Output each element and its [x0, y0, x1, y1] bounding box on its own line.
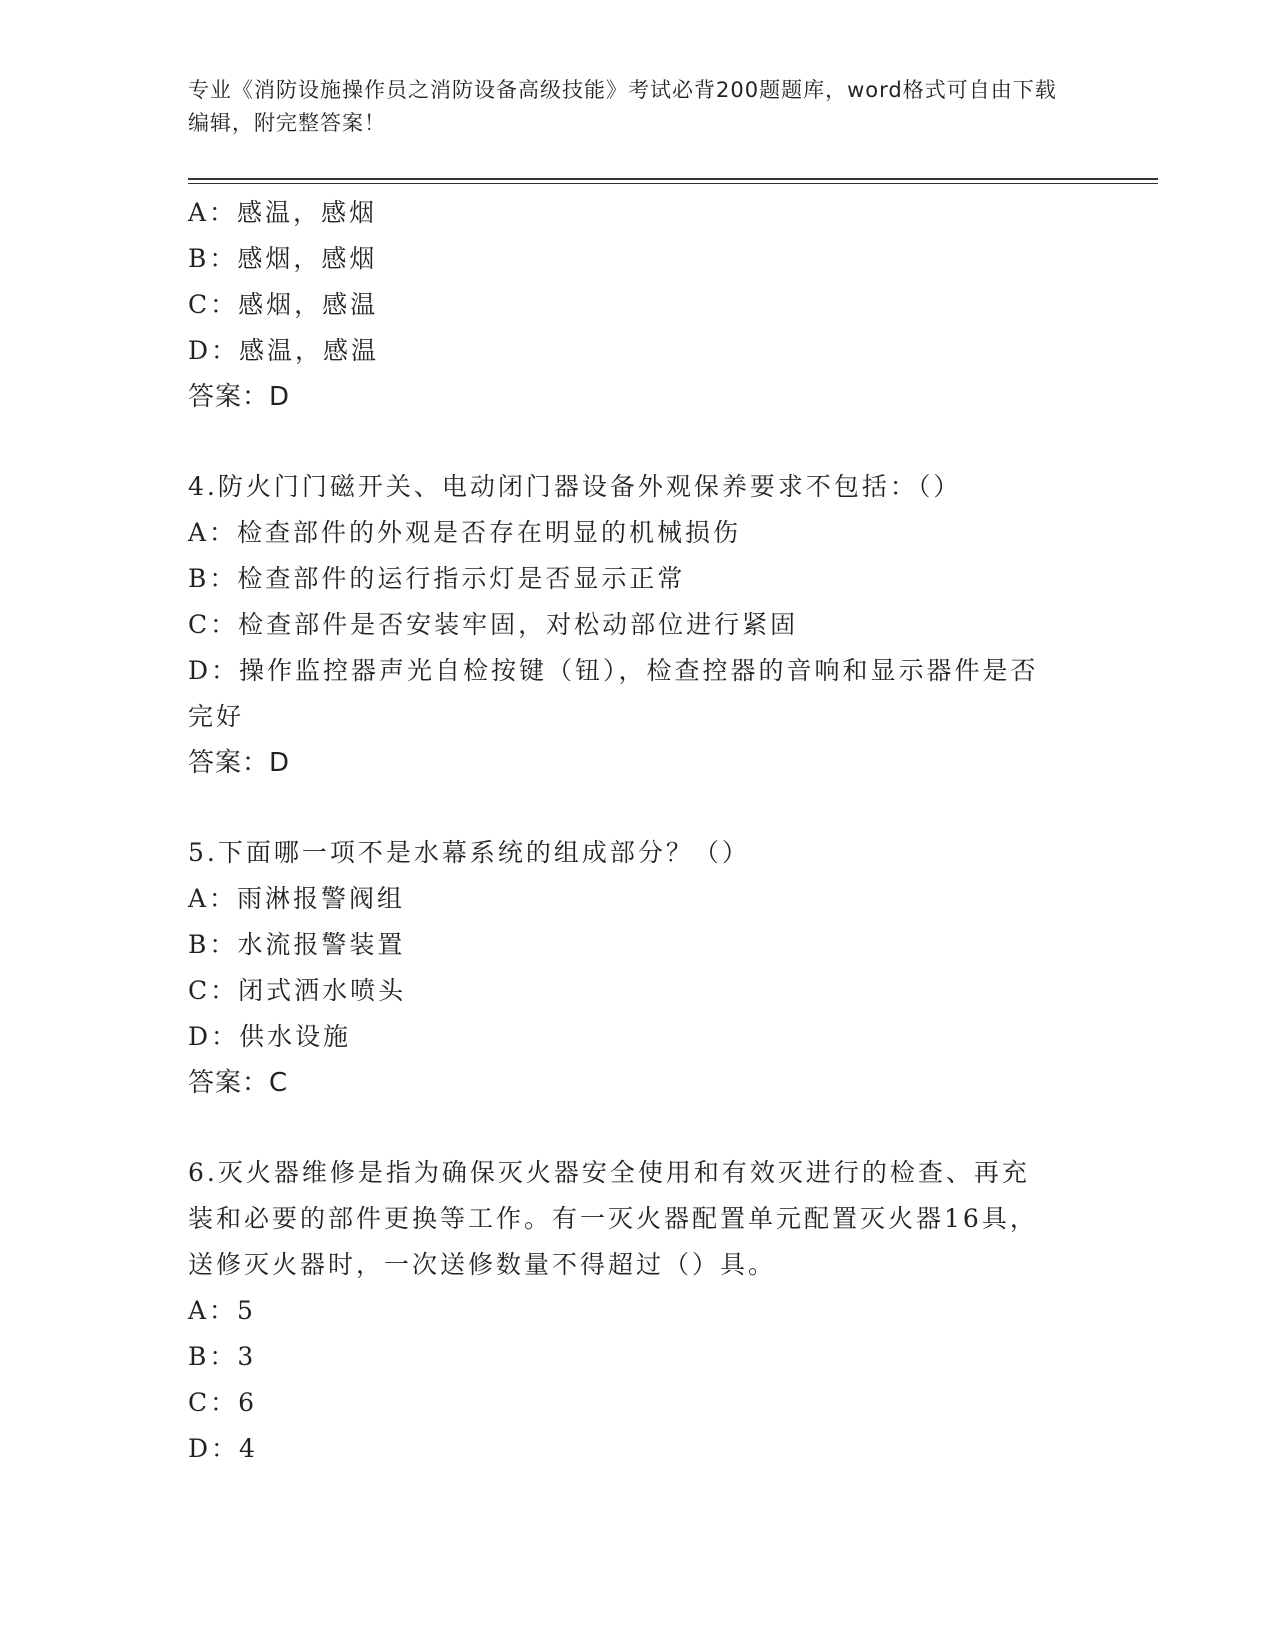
- question-block: [188, 1150, 1088, 1472]
- question-block: [188, 830, 1088, 1106]
- option-d: D：供水设施: [188, 1022, 352, 1051]
- option-d: D：4: [188, 1434, 258, 1463]
- question-stem: 4.防火门门磁开关、电动闭门器设备外观保养要求不包括：（）: [188, 472, 962, 501]
- option-c: C：感烟，感温: [188, 290, 379, 319]
- question-block: [188, 464, 1088, 786]
- option-a: A：检查部件的外观是否存在明显的机械损伤: [188, 518, 742, 547]
- option-d: D：感温，感温: [188, 336, 380, 365]
- header-divider-thin: [188, 183, 1158, 184]
- question-list: [188, 190, 1088, 1472]
- option-d: D：操作监控器声光自检按键（钮），检查控器的音响和显示器件是否完好: [188, 656, 1039, 731]
- question-block: [188, 190, 1088, 420]
- answer-line: 答案：C: [188, 1068, 289, 1098]
- question-stem: 5.下面哪一项不是水幕系统的组成部分？（）: [188, 838, 750, 867]
- option-c: C：6: [188, 1388, 258, 1417]
- option-c: C：闭式洒水喷头: [188, 976, 407, 1005]
- option-a: A：5: [188, 1296, 256, 1325]
- option-c: C：检查部件是否安装牢固，对松动部位进行紧固: [188, 610, 799, 639]
- option-a: A：雨淋报警阀组: [188, 884, 406, 913]
- option-b: B：感烟，感烟: [188, 244, 378, 273]
- answer-line: 答案：D: [188, 748, 291, 778]
- option-b: B：检查部件的运行指示灯是否显示正常: [188, 564, 686, 593]
- document-header: 专业《消防设施操作员之消防设备高级技能》考试必背200题题库，word格式可自由下载编辑，附完整答案！: [188, 78, 1057, 135]
- answer-line: 答案：D: [188, 382, 291, 412]
- question-stem: 6.灭火器维修是指为确保灭火器安全使用和有效灭进行的检查、再充装和必要的部件更换等工作。有一灭火器配置单元配置灭火器16具，送修灭火器时，一次送修数量不得超过（）具。: [188, 1158, 1038, 1279]
- option-b: B：水流报警装置: [188, 930, 406, 959]
- option-b: B：3: [188, 1342, 257, 1371]
- option-a: A：感温，感烟: [188, 198, 378, 227]
- header-divider-thick: [188, 178, 1158, 180]
